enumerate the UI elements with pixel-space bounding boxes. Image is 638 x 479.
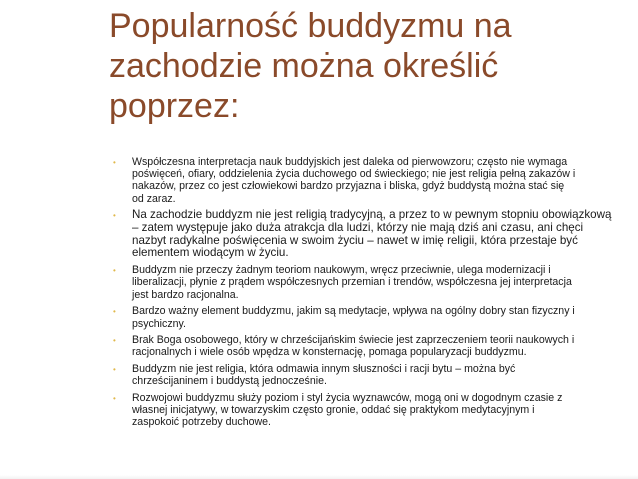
bullet-item bbox=[108, 156, 620, 205]
bullet-line: jest bardzo racjonalna. bbox=[132, 288, 239, 301]
bullet-line: poświęceń, ofiary, oddzielenia życia duchowego od świeckiego; nie jest religia pełną zakazów i bbox=[132, 168, 576, 181]
slide-title bbox=[109, 6, 609, 126]
bullet-icon: • bbox=[113, 394, 116, 404]
bullet-line: zaspokoić potrzeby duchowe. bbox=[132, 416, 271, 429]
bullet-line: własnej inicjatywy, w towarzyskim często gronie, oddać się praktykom medytacyjnym i bbox=[132, 404, 535, 417]
bullet-line: liberalizacji, płynie z prądem współczesnych przemian i trendów, współczesna jej interpretacja bbox=[132, 276, 572, 289]
bullet-line: Buddyzm nie przeczy żadnym teoriom naukowym, wręcz przeciwnie, ulega modernizacji i bbox=[132, 264, 551, 277]
slide-title-line: poprzez: bbox=[109, 87, 240, 125]
bullet-item bbox=[108, 264, 620, 301]
bullet-line: racjonalnych i wiele osób wpędza w konsternację, pomaga popularyzacji buddyzmu. bbox=[132, 346, 527, 359]
bullet-item bbox=[108, 363, 620, 387]
bottom-divider bbox=[0, 475, 638, 479]
bullet-icon: • bbox=[113, 266, 116, 276]
bullet-text bbox=[132, 363, 620, 387]
slide-title-line: zachodzie można określić bbox=[109, 47, 499, 85]
bullet-line: psychiczny. bbox=[132, 317, 186, 330]
bullet-line: Brak Boga osobowego, który w chrześcijańskim świecie jest zaprzeczeniem teorii naukowych i bbox=[132, 334, 575, 347]
bullet-line: Buddyzm nie jest religia, która odmawia innym słuszności i racji bytu – można być bbox=[132, 363, 516, 376]
bullet-text bbox=[132, 334, 620, 358]
bullet-line: od zaraz. bbox=[132, 192, 176, 205]
bullet-icon: • bbox=[113, 211, 116, 221]
bullet-item bbox=[108, 334, 620, 358]
bullet-text bbox=[132, 392, 620, 429]
bullet-item bbox=[108, 392, 620, 429]
bullet-icon: • bbox=[113, 158, 116, 167]
slide-title-line: Popularność buddyzmu na bbox=[109, 7, 512, 45]
bullet-item bbox=[108, 209, 620, 259]
bullet-line: Bardzo ważny element buddyzmu, jakim są medytacje, wpływa na ogólny dobry stan fizyczny i bbox=[132, 305, 575, 318]
bullet-line: Współczesna interpretacja nauk buddyjskich jest daleka od pierwowzoru; często nie wymaga bbox=[132, 156, 568, 168]
bullet-text bbox=[132, 209, 620, 259]
bullet-line: Na zachodzie buddyzm nie jest religią tradycyjną, a przez to w pewnym stopniu obowiązkową bbox=[132, 208, 612, 222]
bullet-item bbox=[108, 305, 620, 329]
bullet-line: nazbyt radykalne poświęcenia w swoim życiu – nawet w imię religii, która przestaje być bbox=[132, 233, 578, 247]
bullet-text bbox=[132, 264, 620, 301]
bullet-line: Rozwojowi buddyzmu służy poziom i styl życia wyznawców, mogą oni w dogodnym czasie z bbox=[132, 392, 563, 405]
bullet-icon: • bbox=[113, 365, 116, 375]
bullet-icon: • bbox=[113, 336, 116, 346]
bullet-text bbox=[132, 156, 620, 205]
bullet-line: nakazów, przez co jest człowiekowi bardzo przyjazna i bliska, gdyż buddystą można stać się bbox=[132, 180, 565, 193]
bullet-line: chrześcijaninem i buddystą jednocześnie. bbox=[132, 375, 327, 388]
bullet-icon: • bbox=[113, 307, 116, 317]
bullet-line: elementem wiodącym w życiu. bbox=[132, 246, 289, 260]
bullet-text bbox=[132, 305, 620, 329]
bullet-list bbox=[108, 156, 620, 433]
bullet-line: – zatem występuje jako duża atrakcja dla ludzi, którzy nie mają dziś ani czasu, ani chęci bbox=[132, 220, 584, 234]
